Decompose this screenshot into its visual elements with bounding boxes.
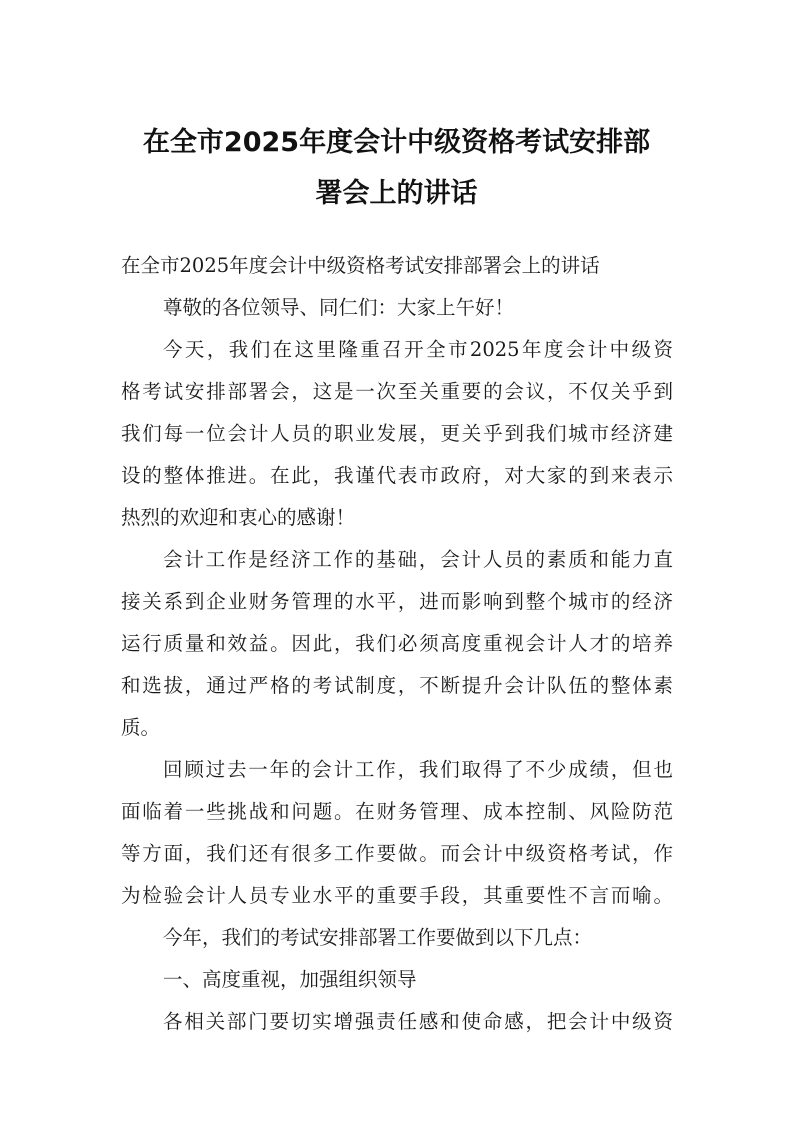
greeting-line: 尊敬的各位领导、同仁们：大家上午好！ [163, 296, 515, 319]
document-title-line-2: 署会上的讲话 [315, 178, 478, 209]
paragraph-line: 和选拔，通过严格的考试制度，不断提升会计队伍的整体素 [121, 674, 673, 697]
paragraph-line: 会计工作是经济工作的基础，会计人员的素质和能力直 [163, 548, 673, 571]
paragraph-line: 设的整体推进。在此，我谨代表市政府，对大家的到来表示 [121, 464, 673, 487]
document-title-line-1: 在全市2025年度会计中级资格考试安排部 [142, 127, 651, 158]
paragraph-line: 各相关部门要切实增强责任感和使命感，把会计中级资 [163, 1010, 673, 1033]
paragraph-line: 我们每一位会计人员的职业发展，更关乎到我们城市经济建 [121, 422, 673, 445]
paragraph-line: 格考试安排部署会，这是一次至关重要的会议，不仅关乎到 [121, 380, 673, 403]
paragraph-line: 热烈的欢迎和衷心的感谢！ [121, 506, 356, 529]
paragraph-line: 为检验会计人员专业水平的重要手段，其重要性不言而喻。 [121, 884, 673, 907]
paragraph-line: 今年，我们的考试安排部署工作要做到以下几点： [163, 926, 593, 949]
paragraph-line: 今天，我们在这里隆重召开全市2025年度会计中级资 [163, 338, 673, 361]
paragraph-line: 运行质量和效益。因此，我们必须高度重视会计人才的培养 [121, 632, 673, 655]
section-heading: 一、高度重视，加强组织领导 [163, 968, 417, 991]
paragraph-line: 接关系到企业财务管理的水平，进而影响到整个城市的经济 [121, 590, 673, 613]
repeated-title-line: 在全市2025年度会计中级资格考试安排部署会上的讲话 [121, 254, 600, 277]
paragraph-line: 回顾过去一年的会计工作，我们取得了不少成绩，但也 [163, 758, 673, 781]
paragraph-line: 等方面，我们还有很多工作要做。而会计中级资格考试，作 [121, 842, 673, 865]
paragraph-line: 面临着一些挑战和问题。在财务管理、成本控制、风险防范 [121, 800, 673, 823]
document-body [121, 245, 673, 1043]
paragraph-line: 质。 [121, 716, 161, 739]
